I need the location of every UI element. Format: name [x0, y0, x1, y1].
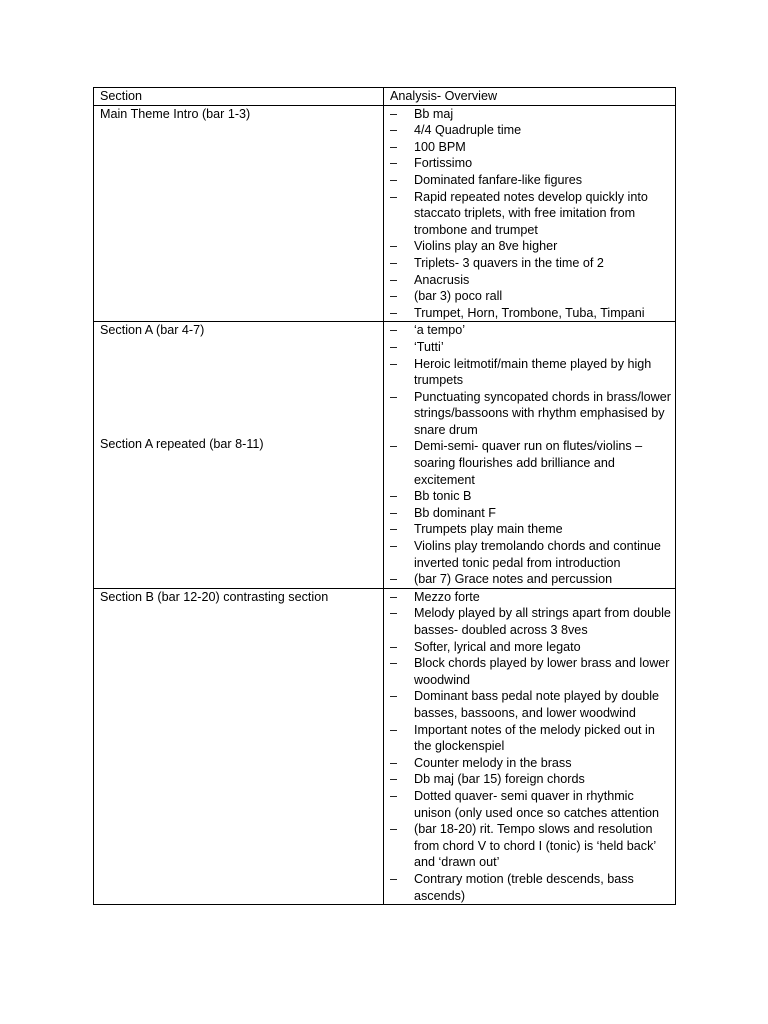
table-row — [94, 105, 676, 322]
analysis-point: – (bar 3) poco rall — [390, 289, 503, 304]
analysis-cell — [384, 588, 676, 904]
dash-bullet: – — [390, 139, 398, 154]
header-analysis-overview: Analysis- Overview — [384, 88, 676, 106]
dash-bullet: – — [390, 339, 398, 354]
dash-bullet: – — [390, 323, 398, 338]
section-repeat-label: Section A repeated (bar 8-11) — [100, 436, 264, 451]
analysis-point: – Fortissimo — [390, 156, 473, 171]
analysis-point: – Heroic leitmotif/main theme played by high trumpets — [390, 356, 652, 388]
analysis-cell — [384, 322, 676, 589]
dash-bullet: – — [390, 722, 398, 737]
analysis-list — [390, 322, 671, 588]
analysis-point: – Triplets- 3 quavers in the time of 2 — [390, 255, 604, 270]
dash-bullet: – — [390, 772, 398, 787]
analysis-list — [390, 106, 671, 322]
analysis-point: – Softer, lyrical and more legato — [390, 639, 581, 654]
dash-bullet: – — [390, 589, 398, 604]
analysis-point: – Block chords played by lower brass and lower woodwind — [390, 656, 670, 687]
analysis-point: – Db maj (bar 15) foreign chords — [390, 772, 585, 787]
dash-bullet: – — [390, 639, 398, 654]
dash-bullet: – — [390, 439, 398, 454]
dash-bullet: – — [390, 689, 398, 704]
analysis-point: – Dotted quaver- semi quaver in rhythmic unison (only used once so catches attention — [390, 788, 660, 820]
analysis-point: – Demi-semi- quaver run on flutes/violins – soaring flourishes add brilliance and excitement — [390, 439, 643, 487]
analysis-point: – Mezzo forte — [390, 589, 480, 604]
dash-bullet: – — [390, 539, 398, 554]
dash-bullet: – — [390, 255, 398, 270]
table-row — [94, 322, 676, 589]
section-label: Section A (bar 4-7) — [100, 323, 205, 338]
analysis-list — [390, 589, 671, 904]
dash-bullet: – — [390, 788, 398, 803]
analysis-point: – Dominated fanfare-like figures — [390, 172, 582, 187]
dash-bullet: – — [390, 505, 398, 520]
dash-bullet: – — [390, 272, 398, 287]
section-label: Main Theme Intro (bar 1-3) — [100, 106, 251, 121]
analysis-point: – ‘Tutti’ — [390, 339, 444, 354]
section-label: Section B (bar 12-20) contrasting section — [100, 589, 329, 604]
header-section: Section — [94, 88, 384, 106]
section-cell — [94, 588, 384, 904]
analysis-table — [93, 87, 676, 905]
analysis-point: – Violins play tremolando chords and continue inverted tonic pedal from introduction — [390, 539, 661, 570]
dash-bullet: – — [390, 656, 398, 671]
dash-bullet: – — [390, 822, 398, 837]
dash-bullet: – — [390, 123, 398, 138]
analysis-point: – Dominant bass pedal note played by double basses, bassoons, and lower woodwind — [390, 689, 660, 720]
dash-bullet: – — [390, 871, 398, 886]
analysis-point: – Melody played by all strings apart from double basses- doubled across 3 8ves — [390, 606, 671, 637]
dash-bullet: – — [390, 755, 398, 770]
analysis-point: – Trumpet, Horn, Trombone, Tuba, Timpani — [390, 305, 645, 320]
dash-bullet: – — [390, 489, 398, 504]
dash-bullet: – — [390, 389, 398, 404]
analysis-point: – Trumpets play main theme — [390, 522, 563, 537]
table-header-row — [94, 88, 676, 106]
dash-bullet: – — [390, 156, 398, 171]
dash-bullet: – — [390, 356, 398, 371]
analysis-point: – Important notes of the melody picked out in the glockenspiel — [390, 722, 655, 754]
analysis-point: – Punctuating syncopated chords in brass/lower strings/bassoons with rhythm emphasised by snare drum — [390, 389, 671, 437]
dash-bullet: – — [390, 106, 398, 121]
analysis-point: – Anacrusis — [390, 272, 470, 287]
analysis-point: – Bb maj — [390, 106, 454, 121]
analysis-point: – Counter melody in the brass — [390, 755, 572, 770]
dash-bullet: – — [390, 172, 398, 187]
table-row — [94, 588, 676, 904]
analysis-point: – Bb tonic B — [390, 489, 472, 504]
dash-bullet: – — [390, 572, 398, 587]
dash-bullet: – — [390, 305, 398, 320]
dash-bullet: – — [390, 239, 398, 254]
analysis-point: – Violins play an 8ve higher — [390, 239, 558, 254]
analysis-point: – Rapid repeated notes develop quickly into staccato triplets, with free imitation from trombone and trumpet — [390, 189, 648, 237]
analysis-point: – Contrary motion (treble descends, bass ascends) — [390, 871, 634, 903]
dash-bullet: – — [390, 189, 398, 204]
section-cell — [94, 322, 384, 589]
analysis-point: – 4/4 Quadruple time — [390, 123, 522, 138]
section-cell — [94, 105, 384, 322]
analysis-cell — [384, 105, 676, 322]
dash-bullet: – — [390, 522, 398, 537]
analysis-point: – (bar 18-20) rit. Tempo slows and resolution from chord V to chord I (tonic) is ‘held back’ and ‘drawn out’ — [390, 822, 656, 870]
dash-bullet: – — [390, 606, 398, 621]
analysis-point: – ‘a tempo’ — [390, 323, 466, 338]
dash-bullet: – — [390, 289, 398, 304]
analysis-point: – Bb dominant F — [390, 505, 496, 520]
analysis-point: – (bar 7) Grace notes and percussion — [390, 572, 613, 587]
analysis-point: – 100 BPM — [390, 139, 466, 154]
